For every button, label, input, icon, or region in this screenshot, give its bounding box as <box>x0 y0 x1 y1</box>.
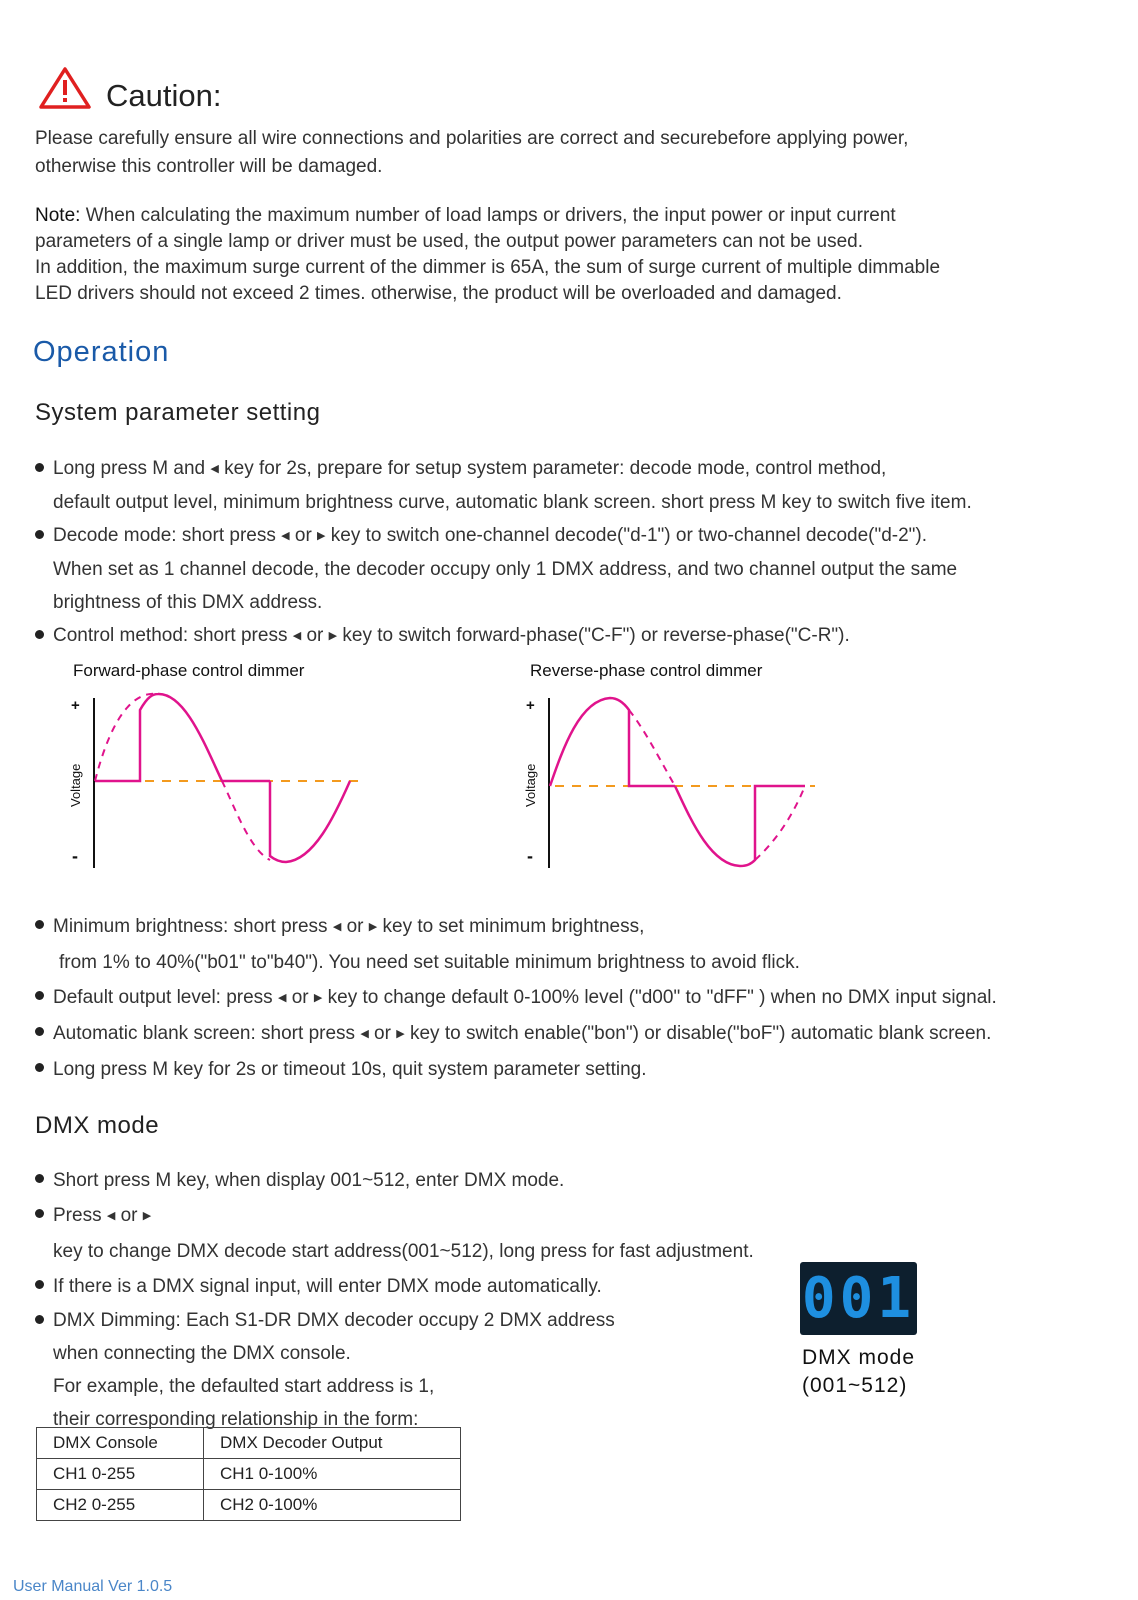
minus-label: - <box>527 846 533 866</box>
list-item: Default output level: press ◀ or ▶ key to change default 0-100% level ("d00" to "dFF" ) when no DMX input signal. <box>35 980 1125 1016</box>
system-bullets <box>35 452 1125 653</box>
left-arrow-icon: ◀ <box>360 1028 369 1040</box>
note-line-4: LED drivers should not exceed 2 times. otherwise, the product will be overloaded and damaged. <box>35 283 842 304</box>
list-item: DMX Dimming: Each S1-DR DMX decoder occupy 2 DMX address when connecting the DMX console. For example, the defaulted start address is 1, their corresponding relationship in the form: <box>35 1304 755 1436</box>
list-item: Automatic blank screen: short press ◀ or ▶ key to switch enable("bon") or disable("boF") automatic blank screen. <box>35 1016 1125 1052</box>
table-cell: CH2 0-100% <box>204 1490 461 1521</box>
note-label: Note: <box>35 205 81 226</box>
right-arrow-icon: ▶ <box>317 530 326 542</box>
plus-label: + <box>71 697 80 714</box>
reverse-phase-diagram <box>515 690 835 875</box>
minus-label: - <box>72 846 78 866</box>
table-row <box>37 1428 461 1459</box>
list-item: Short press M key, when display 001~512, enter DMX mode. <box>35 1163 755 1198</box>
dmx-mode-heading: DMX mode <box>35 1112 160 1139</box>
left-arrow-icon: ◀ <box>281 530 290 542</box>
table-header-cell: DMX Decoder Output <box>204 1428 461 1459</box>
right-arrow-icon: ▶ <box>142 1210 152 1222</box>
right-arrow-icon: ▶ <box>313 992 323 1004</box>
caution-line-1: Please carefully ensure all wire connections and polarities are correct and securebefore applying power, <box>35 128 909 149</box>
system-bullets-continued <box>35 909 1125 1087</box>
table-row <box>37 1459 461 1490</box>
table-cell: CH1 0-100% <box>204 1459 461 1490</box>
left-arrow-icon: ◀ <box>106 1210 116 1222</box>
table-row <box>37 1490 461 1521</box>
dmx-mapping-table <box>36 1427 461 1521</box>
list-item: Decode mode: short press ◀ or ▶ key to switch one-channel decode("d-1") or two-channel decode("d-2"). When set as 1 channel decode, the decoder occupy only 1 DMX address, and two channel output the same brightness of this DMX address. <box>35 519 1125 619</box>
table-cell: CH1 0-255 <box>37 1459 204 1490</box>
dmx-mode-caption: DMX mode (001~512) <box>802 1346 916 1397</box>
forward-phase-title: Forward-phase control dimmer <box>73 661 305 680</box>
list-item: Minimum brightness: short press ◀ or ▶ key to set minimum brightness, from 1% to 40%("b01" to"b40"). You need set suitable minimum brightness to avoid flick. <box>35 909 1125 980</box>
left-arrow-icon: ◀ <box>332 921 342 933</box>
note-line-3: In addition, the maximum surge current of the dimmer is 65A, the sum of surge current of multiple dimmable <box>35 257 941 278</box>
plus-label: + <box>526 697 535 714</box>
table-header-cell: DMX Console <box>37 1428 204 1459</box>
caution-line-2: otherwise this controller will be damaged. <box>35 156 383 177</box>
reverse-phase-title: Reverse-phase control dimmer <box>530 661 763 680</box>
list-item: Control method: short press ◀ or ▶ key to switch forward-phase("C-F") or reverse-phase("C-R"). <box>35 619 1125 653</box>
right-arrow-icon: ▶ <box>368 921 378 933</box>
list-item: Long press M and ◀ key for 2s, prepare for setup system parameter: decode mode, control method, default output level, minimum brightness curve, automatic blank screen. short press M key to switch five item. <box>35 452 1125 519</box>
warning-triangle-icon <box>38 66 92 110</box>
caution-title: Caution: <box>106 78 222 113</box>
left-arrow-icon: ◀ <box>210 463 219 475</box>
forward-phase-diagram <box>60 690 380 875</box>
list-item: Press ◀ or ▶ key to change DMX decode start address(001~512), long press for fast adjustment. <box>35 1198 755 1269</box>
note-line-1: Note: When calculating the maximum number of load lamps or drivers, the input power or input current <box>35 205 896 226</box>
right-arrow-icon: ▶ <box>396 1028 405 1040</box>
list-item: Long press M key for 2s or timeout 10s, quit system parameter setting. <box>35 1052 1125 1087</box>
footer-version: User Manual Ver 1.0.5 <box>13 1578 173 1595</box>
list-item: If there is a DMX signal input, will enter DMX mode automatically. <box>35 1269 755 1304</box>
note-block <box>35 203 1115 307</box>
left-arrow-icon: ◀ <box>292 630 302 642</box>
voltage-label: Voltage <box>68 763 83 807</box>
system-parameter-heading: System parameter setting <box>35 399 321 426</box>
table-cell: CH2 0-255 <box>37 1490 204 1521</box>
display-value: 001 <box>801 1266 916 1331</box>
dmx-bullets <box>35 1163 755 1436</box>
right-arrow-icon: ▶ <box>328 630 338 642</box>
voltage-label: Voltage <box>523 763 538 807</box>
operation-heading: Operation <box>33 336 170 368</box>
left-arrow-icon: ◀ <box>277 992 287 1004</box>
note-line-2: parameters of a single lamp or driver must be used, the output power parameters can not be used. <box>35 231 864 252</box>
